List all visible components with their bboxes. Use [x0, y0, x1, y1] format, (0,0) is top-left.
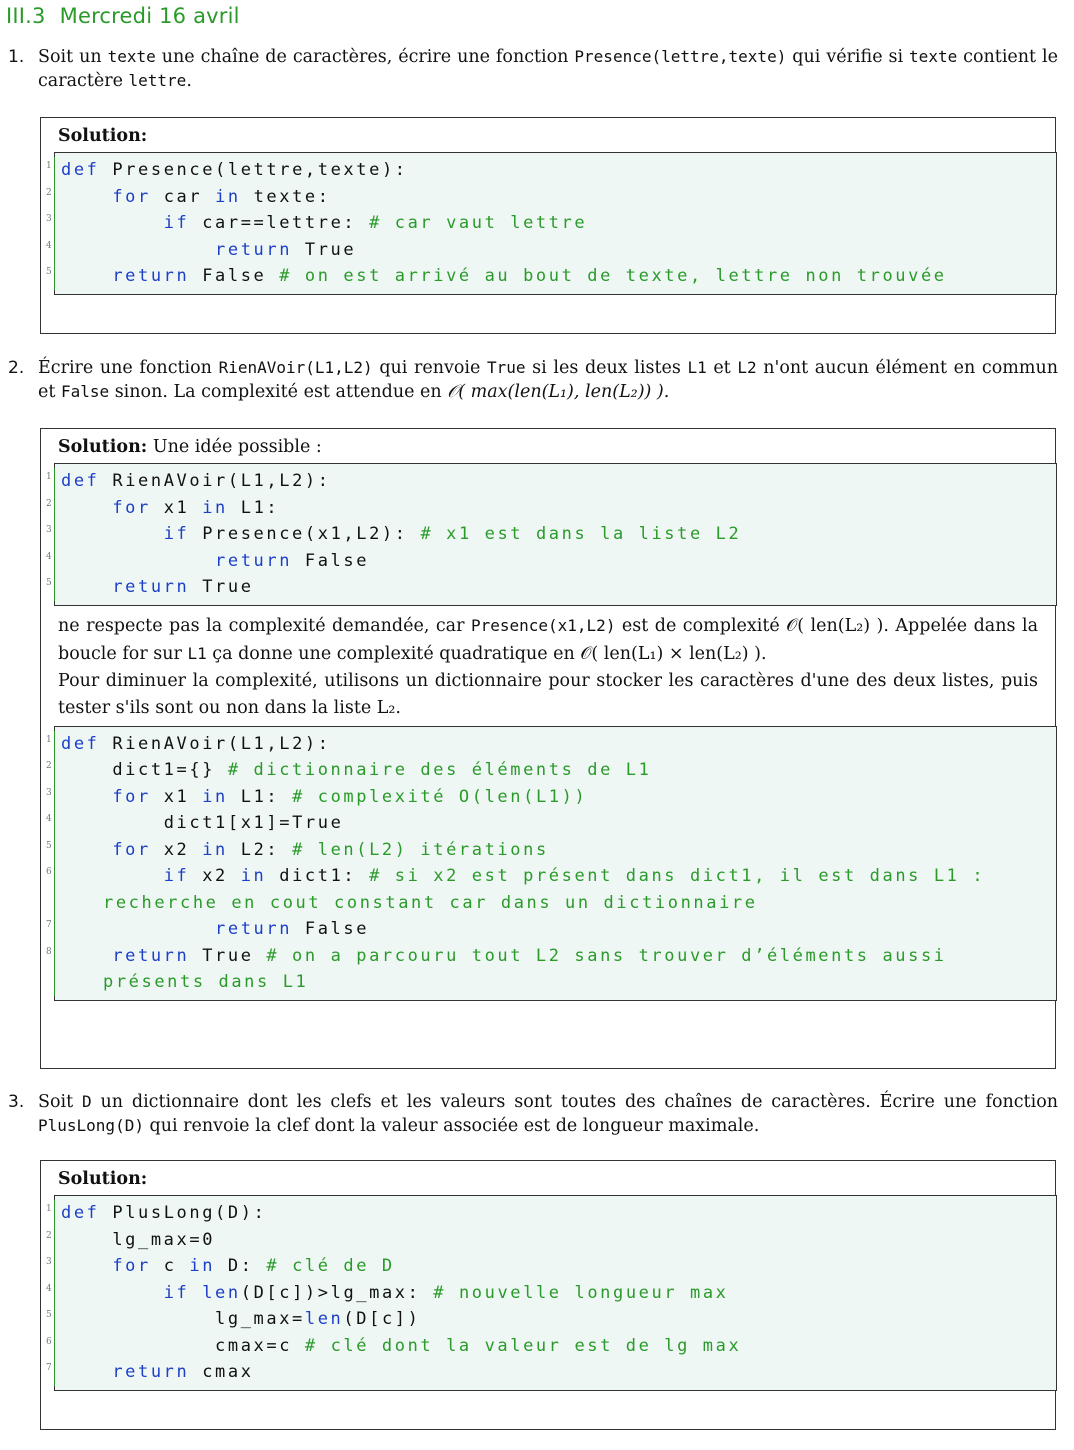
code-text: return False — [215, 550, 370, 571]
code-line — [46, 863, 1056, 890]
solution-label: Solution: — [58, 437, 148, 457]
text: qui renvoie la clef dont la valeur associée est de longueur maximale. — [143, 1116, 760, 1136]
code-text: return True — [215, 239, 357, 260]
text: Soit un — [38, 47, 108, 67]
solution-header — [41, 118, 1055, 152]
code-line — [46, 943, 1056, 970]
code-line — [46, 548, 1056, 575]
inline-code: PlusLong(D) — [38, 1116, 144, 1135]
code-line — [54, 969, 1056, 996]
text: Écrire une fonction — [38, 358, 219, 378]
code-text: for x2 in L2: # len(L2) itérations — [112, 839, 549, 860]
explanation-paragraph — [41, 606, 1055, 722]
solution-box-2 — [40, 428, 1056, 1069]
text: ne respecte pas la complexité demandée, car — [58, 615, 471, 636]
text: sinon. La complexité est attendue en — [109, 382, 448, 402]
code-block — [46, 463, 1057, 606]
code-text: lg_max=len(D[c]) — [215, 1309, 421, 1329]
code-text: return cmax — [112, 1362, 254, 1382]
solution-label: Solution: — [58, 126, 148, 146]
inline-code: L1 — [187, 643, 207, 663]
solution-header — [41, 1161, 1055, 1195]
code-text: for x1 in L1: — [112, 497, 280, 518]
code-text: def PlusLong(D): — [61, 1203, 267, 1223]
line-number: 3 — [46, 214, 52, 224]
code-text: return True — [112, 577, 254, 597]
inline-code: L2 — [737, 358, 757, 377]
text: qui renvoie — [372, 358, 488, 378]
code-line — [54, 890, 1056, 917]
code-line — [46, 468, 1056, 495]
code-line — [46, 1227, 1056, 1254]
solution-box-3 — [40, 1160, 1056, 1430]
code-line — [46, 810, 1056, 837]
code-text: for x1 in L1: # complexité O(len(L1)) — [112, 786, 588, 807]
line-number: 5 — [46, 578, 52, 588]
line-number: 7 — [46, 920, 52, 930]
line-number: 2 — [46, 187, 52, 198]
code-text: recherche en cout constant car dans un dictionnaire — [103, 892, 758, 913]
section-title — [6, 4, 240, 28]
text: contient le caractère — [38, 47, 1058, 91]
inline-code: lettre — [128, 71, 187, 90]
code-text: présents dans L1 — [103, 972, 309, 992]
code-line — [46, 157, 1056, 184]
inline-code: False — [60, 382, 110, 401]
text: Pour diminuer la complexité, utilisons un dictionnaire pour stocker les caractères d'une des deux listes, puis tester s'ils sont ou non dans la liste L₂. — [58, 670, 1038, 718]
line-number: 4 — [46, 240, 52, 251]
text: n'ont aucun élément en commun et — [38, 358, 1058, 402]
complexity-formula: 𝒪( max(len(L₁), len(L₂)) ). — [447, 382, 670, 402]
code-line — [46, 495, 1056, 522]
code-text: for car in texte: — [112, 186, 331, 207]
code-line — [46, 837, 1056, 864]
inline-code: Presence(lettre,texte) — [574, 47, 787, 66]
line-number: 6 — [46, 867, 52, 877]
text: est de complexité 𝒪( len(L₂) ). Appelée dans la boucle for sur — [58, 615, 1038, 664]
line-number: 3 — [46, 1257, 52, 1267]
line-number: 6 — [46, 1336, 52, 1347]
line-number: 7 — [46, 1363, 52, 1373]
code-line — [46, 263, 1056, 290]
code-text: lg_max=0 — [112, 1229, 216, 1250]
code-text: return False — [215, 919, 370, 939]
code-text: if x2 in dict1: # si x2 est présent dans dict1, il est dans L1 : — [163, 866, 986, 886]
code-text: cmax=c # clé dont la valeur est de lg max — [215, 1335, 742, 1356]
line-number: 1 — [46, 472, 52, 482]
code-line — [46, 1200, 1056, 1227]
inline-code: D — [82, 1092, 92, 1111]
text: si les deux listes — [525, 358, 688, 378]
solution-intro: Une idée possible : — [152, 437, 322, 457]
section-number: III.3 — [6, 4, 46, 28]
code-text: def Presence(lettre,texte): — [61, 160, 408, 180]
code-text: def RienAVoir(L1,L2): — [61, 471, 331, 491]
code-text: return False # on est arrivé au bout de texte, lettre non trouvée — [112, 266, 947, 286]
text: qui vérifie si — [786, 47, 910, 67]
line-number: 5 — [46, 267, 52, 277]
section-heading: Mercredi 16 avril — [59, 4, 240, 28]
code-line — [46, 1280, 1056, 1307]
code-line — [46, 237, 1056, 264]
line-number: 5 — [46, 1310, 52, 1320]
line-number: 2 — [46, 761, 52, 771]
line-number: 4 — [46, 551, 52, 562]
code-line — [46, 521, 1056, 548]
code-line — [46, 1333, 1056, 1360]
code-line — [46, 784, 1056, 811]
inline-code: True — [487, 358, 526, 377]
question-3 — [8, 1090, 1058, 1138]
code-text: dict1={} # dictionnaire des éléments de L1 — [112, 760, 652, 780]
code-line — [46, 184, 1056, 211]
code-block — [46, 1195, 1057, 1391]
code-line — [46, 574, 1056, 601]
code-line — [46, 1306, 1056, 1333]
code-block — [46, 152, 1057, 295]
line-number: 2 — [46, 498, 52, 509]
text: un dictionnaire dont les clefs et les valeurs sont toutes des chaînes de caractères. Écrire une fonction — [91, 1092, 1058, 1112]
question-1 — [8, 45, 1058, 93]
question-number: 2. — [8, 358, 25, 378]
code-text: for c in D: # clé de D — [112, 1256, 395, 1276]
text: une chaîne de caractères, écrire une fonction — [155, 47, 575, 67]
line-number: 8 — [46, 946, 52, 957]
question-text — [38, 45, 1058, 93]
code-block — [46, 726, 1057, 1001]
code-text: dict1[x1]=True — [163, 813, 344, 833]
line-number: 1 — [46, 161, 52, 171]
line-number: 3 — [46, 525, 52, 535]
solution-box-1 — [40, 117, 1056, 334]
code-text: if len(D[c])>lg_max: # nouvelle longueur max — [163, 1282, 729, 1303]
code-line — [46, 1359, 1056, 1386]
code-line — [46, 210, 1056, 237]
line-number: 2 — [46, 1230, 52, 1241]
code-text: if car==lettre: # car vaut lettre — [163, 213, 588, 233]
text: ça donne une complexité quadratique en 𝒪( len(L₁) × len(L₂) ). — [206, 643, 767, 664]
question-text — [38, 1090, 1058, 1138]
text: . — [186, 71, 192, 91]
code-line — [46, 916, 1056, 943]
inline-code: Presence(x1,L2) — [470, 615, 616, 635]
line-number: 4 — [46, 1283, 52, 1294]
inline-code: L1 — [687, 358, 707, 377]
question-number: 3. — [8, 1092, 25, 1112]
inline-code: texte — [909, 47, 958, 66]
text: Soit — [38, 1092, 82, 1112]
code-text: if Presence(x1,L2): # x1 est dans la liste L2 — [163, 524, 742, 544]
inline-code: texte — [107, 47, 156, 66]
text: et — [706, 358, 738, 378]
question-2 — [8, 356, 1058, 404]
line-number: 4 — [46, 814, 52, 824]
line-number: 5 — [46, 840, 52, 851]
solution-header — [41, 429, 1055, 463]
code-line — [46, 731, 1056, 758]
code-text: return True # on a parcouru tout L2 sans trouver d’éléments aussi — [112, 945, 947, 966]
line-number: 3 — [46, 787, 52, 798]
question-number: 1. — [8, 47, 25, 67]
code-text: def RienAVoir(L1,L2): — [61, 733, 331, 754]
line-number: 1 — [46, 1204, 52, 1214]
code-line — [46, 757, 1056, 784]
code-line — [46, 1253, 1056, 1280]
solution-label: Solution: — [58, 1169, 148, 1189]
line-number: 1 — [46, 734, 52, 745]
question-text — [38, 356, 1058, 404]
inline-code: RienAVoir(L1,L2) — [218, 358, 373, 377]
